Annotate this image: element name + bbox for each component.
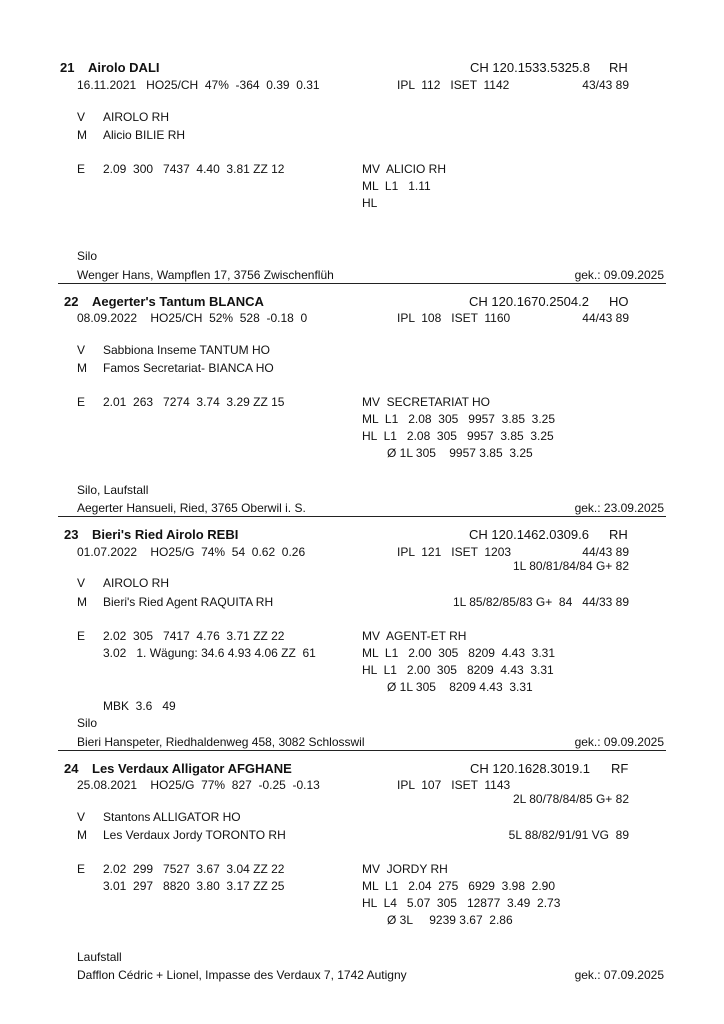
entry-number: 24	[64, 761, 79, 776]
mv-line: MV JORDY RH	[362, 862, 448, 876]
animal-name: Les Verdaux Alligator AFGHANE	[92, 761, 292, 776]
owner: Aegerter Hansueli, Ried, 3765 Oberwil i. S.	[77, 501, 306, 515]
perf-line: 2.02 299 7527 3.67 3.04 ZZ 22	[103, 862, 285, 876]
sire-name: AIROLO RH	[103, 110, 170, 124]
perf-line: 2.02 305 7417 4.76 3.71 ZZ 22	[103, 629, 285, 643]
ml-line: ML L1 2.08 305 9957 3.85 3.25	[362, 412, 556, 426]
entry-number: 21	[60, 60, 75, 75]
mv-line: MV AGENT-ET RH	[362, 629, 467, 643]
perf-line: 2.01 263 7274 3.74 3.29 ZZ 15	[103, 395, 285, 409]
hl-line: HL L4 5.07 305 12877 3.49 2.73	[362, 896, 561, 910]
owner: Bieri Hanspeter, Riedhaldenweg 458, 3082 Schlosswil	[77, 735, 365, 749]
animal-name: Bieri's Ried Airolo REBI	[92, 527, 239, 542]
sire-label: V	[77, 810, 86, 824]
right-note: 44/43 89	[582, 311, 629, 325]
hl-line: HL	[362, 196, 378, 210]
perf-label: E	[77, 162, 86, 176]
breed-code: RH	[609, 60, 628, 75]
mbk-line: MBK 3.6 49	[103, 699, 176, 713]
divider	[58, 750, 666, 751]
dam-note: 1L 85/82/85/83 G+ 84 44/33 89	[452, 595, 629, 609]
sire-label: V	[77, 110, 86, 124]
dam-name: Famos Secretariat- BIANCA HO	[103, 361, 274, 375]
sire-name: Stantons ALLIGATOR HO	[103, 810, 241, 824]
dam-name: Alicio BILIE RH	[103, 128, 186, 142]
sire-name: AIROLO RH	[103, 576, 170, 590]
perf-label: E	[77, 395, 86, 409]
date: gek.: 23.09.2025	[574, 501, 664, 515]
entry-number: 22	[64, 294, 79, 309]
dam-note: 5L 88/82/91/91 VG 89	[508, 828, 629, 842]
divider	[58, 283, 666, 284]
perf-line: 3.01 297 8820 3.80 3.17 ZZ 25	[103, 879, 285, 893]
hl-line: HL L1 2.08 305 9957 3.85 3.25	[362, 429, 554, 443]
ml-line: ML L1 2.00 305 8209 4.43 3.31	[362, 646, 556, 660]
animal-name: Airolo DALI	[88, 60, 160, 75]
housing: Silo, Laufstall	[77, 483, 149, 497]
breed-code: RF	[611, 761, 629, 776]
animal-id: CH 120.1462.0309.6	[469, 527, 589, 542]
ipl-iset: IPL 112 ISET 1142	[397, 78, 510, 92]
animal-id: CH 120.1628.3019.1	[470, 761, 590, 776]
animal-id: CH 120.1670.2504.2	[469, 294, 589, 309]
housing: Silo	[77, 249, 98, 263]
perf-label: E	[77, 862, 86, 876]
owner: Dafflon Cédric + Lionel, Impasse des Verdaux 7, 1742 Autigny	[77, 968, 407, 982]
right-note: 44/43 89	[582, 545, 629, 559]
mv-line: MV SECRETARIAT HO	[362, 395, 491, 409]
birth-line: 25.08.2021 HO25/G 77% 827 -0.25 -0.13	[77, 778, 320, 792]
sire-name: Sabbiona Inseme TANTUM HO	[103, 343, 270, 357]
entry-number: 23	[64, 527, 79, 542]
sire-label: V	[77, 343, 86, 357]
date: gek.: 07.09.2025	[574, 968, 664, 982]
average-line: Ø 1L 305 8209 4.43 3.31	[387, 680, 533, 694]
dam-label: M	[77, 828, 87, 842]
housing: Silo	[77, 716, 98, 730]
sire-label: V	[77, 576, 86, 590]
average-line: Ø 3L 9239 3.67 2.86	[387, 913, 513, 927]
dam-name: Les Verdaux Jordy TORONTO RH	[103, 828, 286, 842]
ipl-iset: IPL 107 ISET 1143	[397, 778, 511, 792]
dam-label: M	[77, 361, 87, 375]
dam-label: M	[77, 595, 87, 609]
ml-line: ML L1 2.04 275 6929 3.98 2.90	[362, 879, 556, 893]
ipl-iset: IPL 108 ISET 1160	[397, 311, 511, 325]
perf-line: 3.02 1. Wägung: 34.6 4.93 4.06 ZZ 61	[103, 646, 316, 660]
breed-code: HO	[609, 294, 629, 309]
perf-label: E	[77, 629, 86, 643]
classification-note: 1L 80/81/84/84 G+ 82	[513, 559, 629, 573]
mv-line: MV ALICIO RH	[362, 162, 447, 176]
birth-line: 08.09.2022 HO25/CH 52% 528 -0.18 0	[77, 311, 308, 325]
divider	[58, 516, 666, 517]
classification-note: 2L 80/78/84/85 G+ 82	[513, 792, 629, 806]
dam-name: Bieri's Ried Agent RAQUITA RH	[103, 595, 274, 609]
perf-line: 2.09 300 7437 4.40 3.81 ZZ 12	[103, 162, 285, 176]
average-line: Ø 1L 305 9957 3.85 3.25	[387, 446, 533, 460]
housing: Laufstall	[77, 950, 122, 964]
birth-line: 01.07.2022 HO25/G 74% 54 0.62 0.26	[77, 545, 306, 559]
animal-name: Aegerter's Tantum BLANCA	[92, 294, 264, 309]
ipl-iset: IPL 121 ISET 1203	[397, 545, 512, 559]
breed-code: RH	[609, 527, 628, 542]
dam-label: M	[77, 128, 87, 142]
birth-line: 16.11.2021 HO25/CH 47% -364 0.39 0.31	[77, 78, 320, 92]
date: gek.: 09.09.2025	[574, 735, 664, 749]
ml-line: ML L1 1.11	[362, 179, 431, 193]
owner: Wenger Hans, Wampflen 17, 3756 Zwischenflüh	[77, 268, 334, 282]
right-note: 43/43 89	[582, 78, 629, 92]
animal-id: CH 120.1533.5325.8	[470, 60, 590, 75]
hl-line: HL L1 2.00 305 8209 4.43 3.31	[362, 663, 554, 677]
date: gek.: 09.09.2025	[574, 268, 664, 282]
